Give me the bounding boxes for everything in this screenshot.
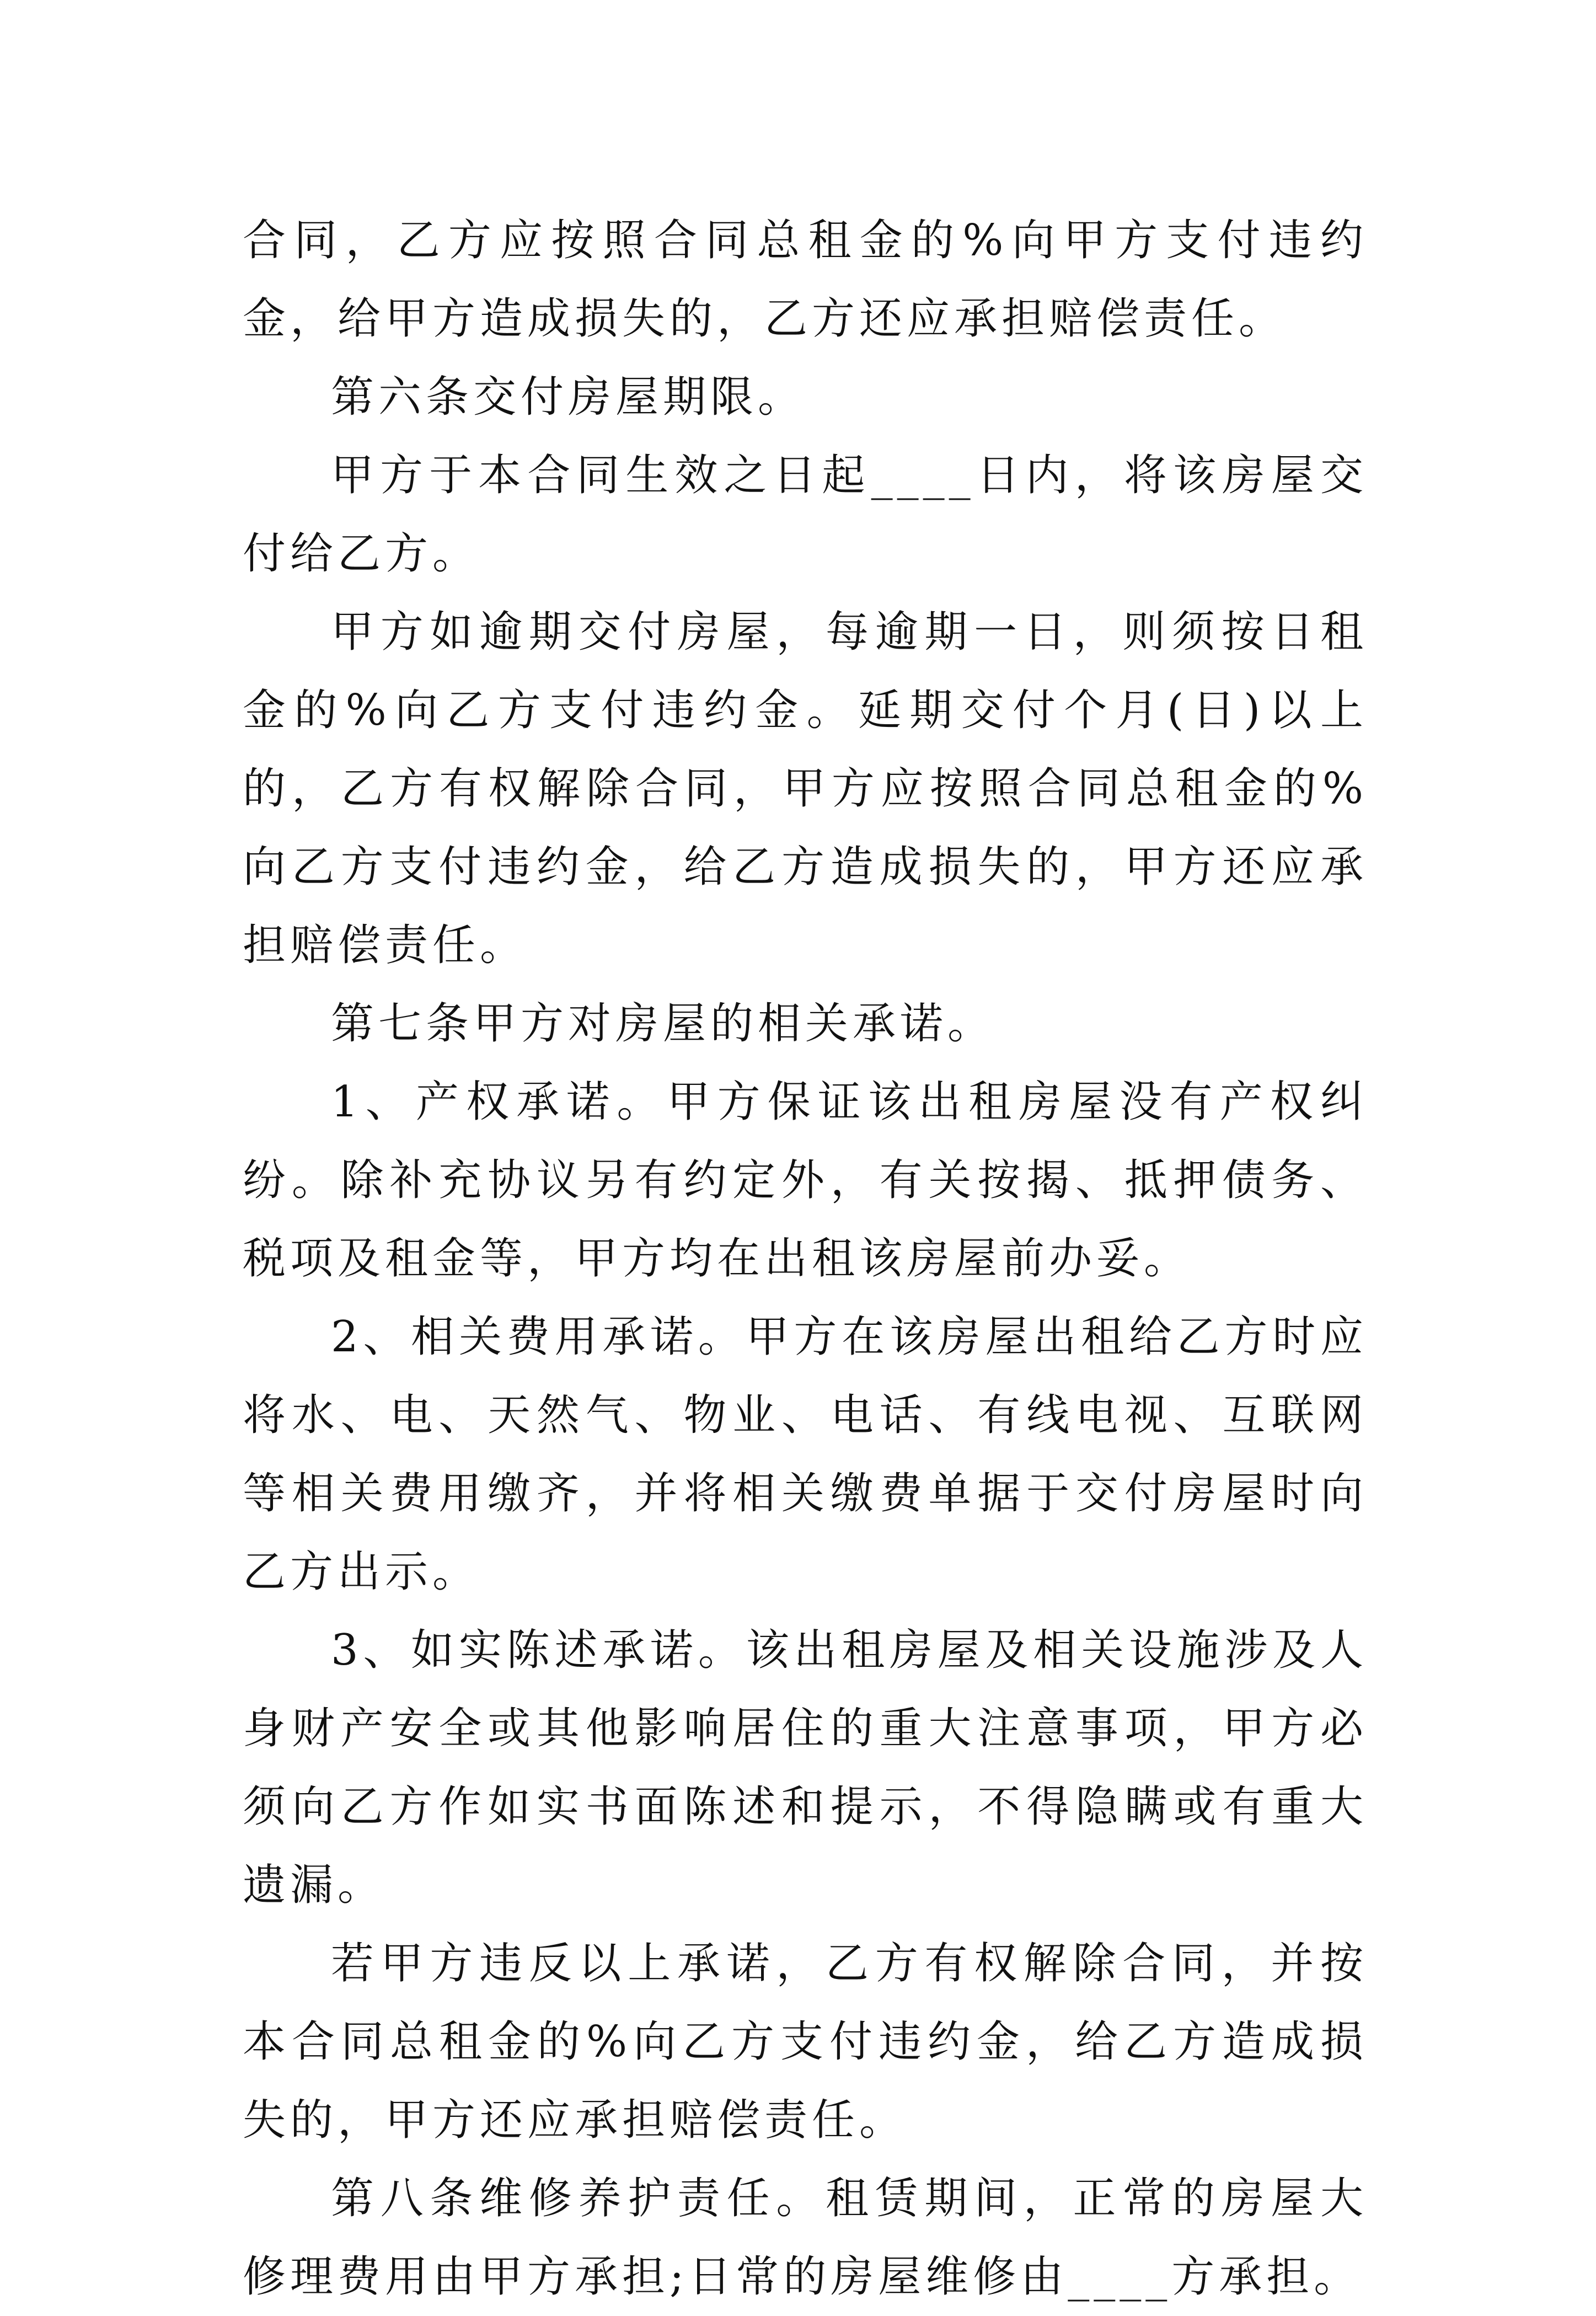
article-8-maintenance: 第八条维修养护责任。租赁期间，正常的房屋大修理费用由甲方承担;日常的房屋维修由____方承担。 — [243, 2174, 1368, 2302]
paragraph-delivery-deadline: 甲方于本合同生效之日起____日内，将该房屋交付给乙方。 — [243, 451, 1368, 579]
article-6-heading: 第六条交付房屋期限。 — [331, 372, 806, 422]
paragraph-disclosure-promise: 3、如实陈述承诺。该出租房屋及相关设施涉及人身财产安全或其他影响居住的重大注意事项，甲方必须向乙方作如实书面陈述和提示，不得隐瞒或有重大遗漏。 — [243, 1625, 1368, 1910]
paragraph-property-rights-promise: 1、产权承诺。甲方保证该出租房屋没有产权纠纷。除补充协议另有约定外，有关按揭、抵押债务、税项及租金等，甲方均在出租该房屋前办妥。 — [243, 1077, 1368, 1283]
paragraph-continuation: 合同，乙方应按照合同总租金的%向甲方支付违约金，给甲方造成损失的，乙方还应承担赔偿责任。 — [243, 216, 1368, 344]
paragraph-fees-promise: 2、相关费用承诺。甲方在该房屋出租给乙方时应将水、电、天然气、物业、电话、有线电视、互联网等相关费用缴齐，并将相关缴费单据于交付房屋时向乙方出示。 — [243, 1312, 1368, 1597]
article-7-heading: 第七条甲方对房屋的相关承诺。 — [331, 999, 995, 1049]
document-body — [243, 201, 1368, 2316]
paragraph-late-delivery-penalty: 甲方如逾期交付房屋，每逾期一日，则须按日租金的%向乙方支付违约金。延期交付个月(日)以上的，乙方有权解除合同，甲方应按照合同总租金的%向乙方支付违约金，给乙方造成损失的，甲方还应承担赔偿责任。 — [243, 607, 1368, 970]
paragraph-breach-of-promise: 若甲方违反以上承诺，乙方有权解除合同，并按本合同总租金的%向乙方支付违约金，给乙方造成损失的，甲方还应承担赔偿责任。 — [243, 1939, 1368, 2145]
